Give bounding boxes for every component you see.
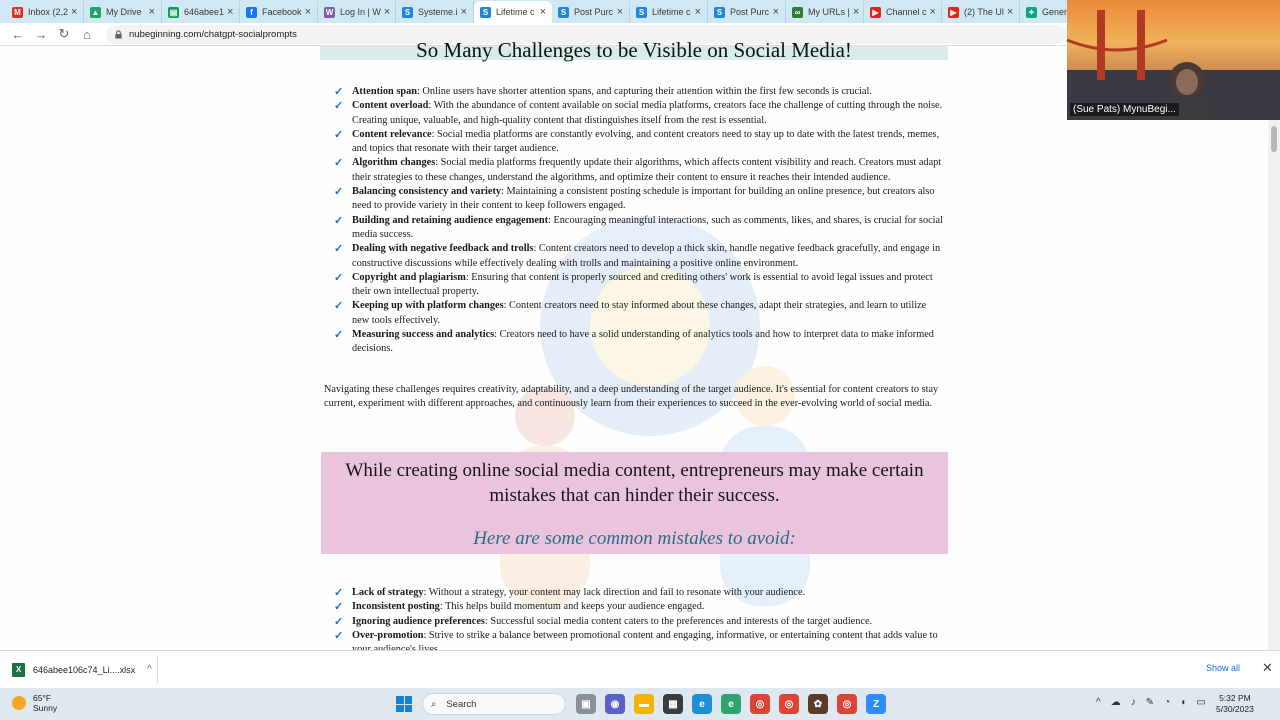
tab-title: Inbox (2,2 [28,7,69,17]
checkmark-icon: ✓ [334,157,344,170]
item-term: Lack of strategy [352,587,424,598]
webcam-overlay [1067,0,1280,120]
browser-tab[interactable] [786,1,864,23]
list-item [334,328,944,357]
list-item [334,299,944,328]
page-scrollbar[interactable] [1268,46,1280,650]
close-icon[interactable]: × [616,6,623,18]
list-item [334,99,944,128]
close-icon[interactable]: × [852,6,860,18]
drive-icon: ▲ [91,7,100,17]
item-term: Over-promotion [352,629,424,641]
system-tray [1096,697,1216,708]
item-term: Ignoring audience preferences [352,615,485,627]
close-icon[interactable]: × [929,6,936,18]
item-text: : Encouraging meaningful interactions, such as comments, likes, and shares, is crucial for social media success. [352,214,943,240]
forward-arrow-icon[interactable]: → [34,26,48,42]
search-placeholder: Search [446,698,477,710]
wordpress-icon: W [325,7,334,17]
tab-title: Log In | W [340,7,381,17]
excel-file-icon: X [12,663,25,677]
item-text: : Without a strategy, your content may lack direction and fail to resonate with your audience. [423,587,806,598]
tab-title: 646abee1 [184,7,225,17]
list-item [334,615,944,629]
item-text: : Social media platforms frequently update their algorithms, which affects content visibility and reach. Creators must adapt their strategies to these changes, understand the algorithms, and optimize their content to ensure it reaches their intended audience. [352,157,942,183]
tab-title: My Drive [106,7,142,17]
windows-taskbar [0,688,1280,720]
pen-icon[interactable]: ✎ [1145,697,1155,708]
youtube-icon: ▶ [870,7,881,18]
close-icon[interactable]: × [460,6,467,18]
item-text: : Ensuring that content is properly sourced and crediting others' work is essential to avoid legal issues and protect their own intellectual property. [352,271,933,298]
systeme-icon: S [636,7,647,18]
browser-tab[interactable] [864,1,942,23]
browser-tab[interactable] [552,1,630,23]
mistakes-subtitle: Here are some common mistakes to avoid: [473,528,796,549]
webcam-video [1067,0,1280,120]
browser-tab[interactable] [6,1,84,23]
checkmark-icon: ✓ [334,601,344,614]
list-item [334,85,944,99]
section-heading: So Many Challenges to be Visible on Social Media! [416,38,852,62]
task-view-icon[interactable]: ▣ [576,694,596,714]
browser-tab[interactable] [396,1,474,23]
mistakes-list [334,586,944,657]
microphone-icon[interactable]: ♪ [1130,697,1136,708]
youtube-icon: ▶ [948,7,959,18]
url-text: nubeginning.com/chatgpt-socialprompts [129,28,297,40]
item-text: : Online users have shorter attention spans, and capturing their attention within the first few seconds is crucial. [416,86,872,97]
item-term: Content relevance [352,128,432,140]
list-item [334,600,944,614]
item-term: Building and retaining audience engagement [352,214,549,226]
browser-tab[interactable] [84,1,162,23]
facebook-icon: f [246,7,257,18]
app-icon[interactable]: ✿ [808,694,828,714]
taskbar-search[interactable] [422,693,566,715]
close-icon[interactable]: × [383,6,391,18]
webcam-participant-name: (Sue Pats) MynuBegi... [1070,103,1179,116]
close-icon[interactable]: × [539,6,546,18]
checkmark-icon: ✓ [334,587,344,599]
item-text: : Social media platforms are constantly evolving, and content creators need to stay up to date with the latest trends, memes, and topics that resonate with their target audience. [352,128,940,155]
sheets-icon: ▤ [169,7,178,17]
download-item[interactable] [12,657,158,683]
show-all-link[interactable]: Show all [1206,663,1241,673]
checkmark-icon: ✓ [334,128,344,141]
close-icon[interactable]: × [148,6,155,18]
weather-temp: 65°F [33,693,52,703]
list-item [334,185,944,214]
item-term: Keeping up with platform changes [352,300,504,312]
item-text: : Content creators need to develop a thick skin, handle negative feedback gracefully, and engage in constructive discussions while effectively dealing with trolls and maintaining a positive online environment. [352,243,941,269]
close-icon[interactable]: × [1006,6,1014,18]
tab-title: Post Purc [574,7,614,17]
download-bar [0,650,1280,688]
wifi-icon[interactable]: ◔ [1164,697,1171,708]
taskbar-clock[interactable] [1216,693,1254,715]
tab-title: Post Purc [730,7,770,17]
close-icon[interactable]: × [227,6,234,18]
item-term: Attention span [352,86,417,97]
item-text: : With the abundance of content available on social media platforms, creators face the challenge of cutting through the noise. Creating unique, valuable, and high-quality content that distinguishes itself from the rest is essential. [352,100,943,126]
systeme-icon: S [402,7,413,18]
zoom-icon[interactable]: Z [866,694,886,714]
list-item [334,214,944,243]
reload-icon[interactable]: ↻ [58,26,70,41]
clock-time: 5:32 PM [1219,693,1251,703]
browser-tab[interactable] [942,1,1020,23]
item-term: Copyright and plagiarism [352,271,466,283]
item-text: : Creators need to have a solid understanding of analytics tools and how to interpret data to make informed decisions. [352,329,934,355]
tab-title: Lifetime c [496,7,535,17]
edge-icon[interactable]: e [692,694,712,714]
home-icon[interactable]: ⌂ [83,26,91,42]
volume-icon[interactable]: ◖ [1180,697,1187,708]
item-term: Balancing consistency and variety [352,186,502,198]
systeme-icon: S [480,7,491,18]
browser-tab[interactable] [318,1,396,23]
chrome-profile-icon[interactable]: ◎ [779,694,799,714]
taskbar-apps [576,694,895,714]
tab-title: Gener [1042,7,1068,17]
list-item [334,156,944,185]
link-icon: ∞ [792,7,803,18]
list-item [334,242,944,271]
list-item [334,271,944,300]
checkmark-icon: ✓ [334,271,344,284]
chevron-up-icon[interactable]: ^ [1096,697,1101,708]
back-arrow-icon[interactable]: ← [11,26,25,42]
weather-condition: Sunny [33,703,58,713]
browser-tab[interactable] [474,1,552,23]
systeme-icon: S [714,7,725,18]
scroll-thumb[interactable] [1271,126,1277,152]
close-icon[interactable]: ✕ [1262,660,1273,675]
file-explorer-icon[interactable]: ▬ [634,694,654,714]
lock-icon [114,30,123,39]
checkmark-icon: ✓ [334,100,344,113]
browser-tab[interactable] [162,1,240,23]
checkmark-icon: ✓ [334,615,344,628]
checkmark-icon: ✓ [334,300,344,313]
teams-chat-icon[interactable]: ◉ [605,694,625,714]
systeme-icon: S [558,7,569,18]
close-icon[interactable]: × [304,6,311,18]
item-term: Algorithm changes [352,157,436,169]
item-text: : This helps build momentum and keeps your audience engaged. [439,601,705,613]
tab-title: My URLs | [808,7,850,17]
chevron-up-icon[interactable]: ^ [147,664,152,675]
chatgpt-icon: ✦ [1026,7,1037,18]
item-term: Dealing with negative feedback and trolls [352,243,534,255]
edge-dev-icon[interactable]: e [721,694,741,714]
mistakes-callout [321,452,948,554]
battery-icon[interactable]: ▭ [1196,697,1206,708]
browser-tab[interactable] [240,1,318,23]
sun-icon [12,696,26,710]
tab-title: Systeme.i [418,7,458,17]
item-term: Inconsistent posting [352,601,440,613]
chrome-icon[interactable]: ◎ [750,694,770,714]
browser-tab[interactable] [630,1,708,23]
close-icon[interactable]: × [71,6,78,18]
item-text: : Maintaining a consistent posting schedule is important for building an online presence, but creators also need to provide variety in their content to keep followers engaged. [352,186,935,212]
list-item [334,128,944,157]
download-filename: 646abee106c74_Li....xlsx [33,664,136,675]
item-term: Measuring success and analytics [352,329,495,341]
weather-widget[interactable] [12,693,57,713]
tab-title: Lifetime c [652,7,691,17]
cloud-icon[interactable]: ☁ [1110,697,1121,708]
mistakes-title: While creating online social media content, entrepreneurs may make certain mistakes that can hinder their success. [345,460,924,506]
tab-title: (2) The Ul [964,7,1004,17]
tab-title: Facebook [262,7,302,17]
tab-title: Channel c [886,7,927,17]
checkmark-icon: ✓ [334,186,344,199]
checkmark-icon: ✓ [334,243,344,256]
item-text: : Successful social media content caters to the preferences and interests of the target audience. [484,615,873,627]
clock-date: 5/30/2023 [1216,704,1254,714]
close-icon[interactable]: × [694,6,701,18]
chrome-alt-icon[interactable]: ◎ [837,694,857,714]
close-icon[interactable]: × [772,6,779,18]
store-icon[interactable]: ▦ [663,694,683,714]
checkmark-icon: ✓ [334,214,344,227]
list-item [334,586,944,600]
item-text: : Strive to strike a balance between promotional content and engaging, informative, or entertaining content that adds value to [423,629,938,641]
search-icon: ⌕ [431,698,437,710]
gmail-icon: M [12,7,23,18]
item-term: Content overload [352,100,429,112]
checkmark-icon: ✓ [334,629,344,642]
web-page [0,38,1268,650]
challenges-list [334,85,944,357]
checkmark-icon: ✓ [334,86,344,98]
browser-tab[interactable] [708,1,786,23]
item-text: : Content creators need to stay informed about these changes, adapt their strategies, and learn to utilize new tools effectively. [352,300,927,326]
windows-start-icon[interactable] [396,696,412,712]
summary-paragraph: Navigating these challenges requires creativity, adaptability, and a deep understanding of the target audience. It's essential for content creators to stay current, experiment with different approaches, and continuously learn from their experiences to succeed in the ever-evolving world of social media. [324,384,939,409]
checkmark-icon: ✓ [334,329,344,342]
